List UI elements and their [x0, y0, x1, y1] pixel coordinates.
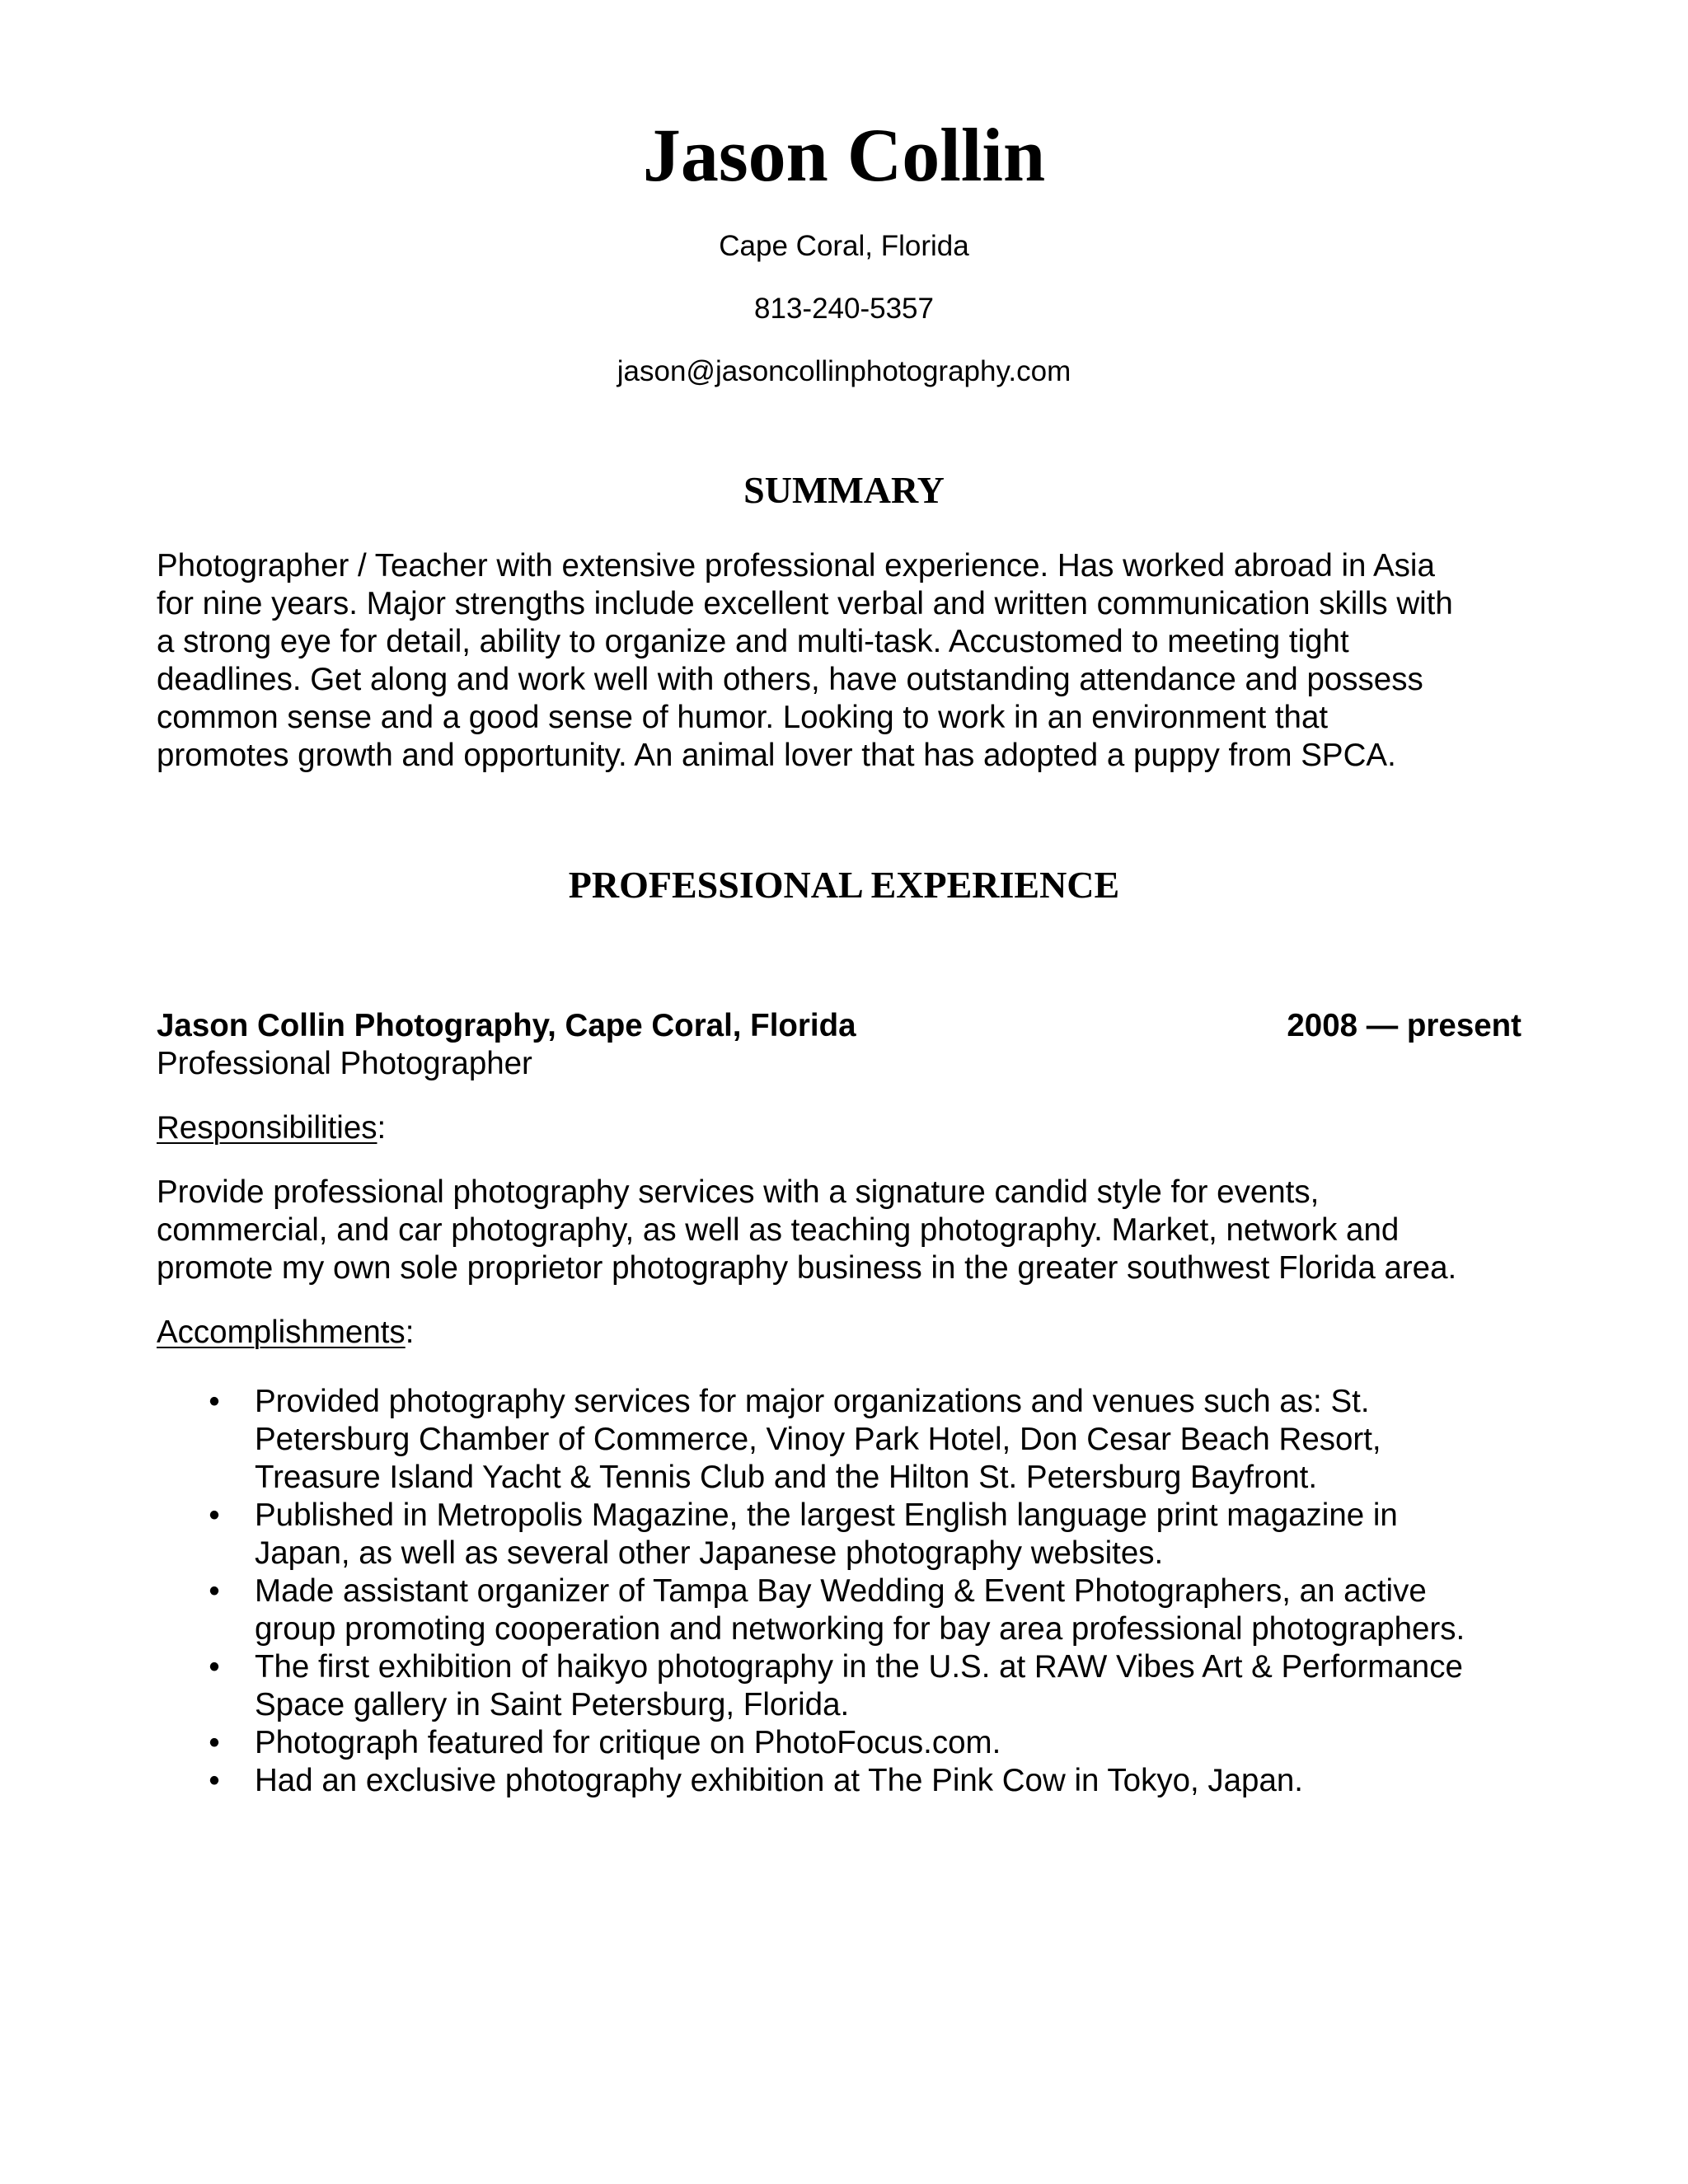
accomplishment-item — [0, 1648, 1688, 1724]
accomplishments-label: Accomplishments: — [157, 1315, 415, 1350]
contact-phone: 813-240-5357 — [754, 293, 934, 325]
accomplishment-item — [0, 1762, 1688, 1800]
job-title: Professional Photographer — [157, 1046, 532, 1081]
experience-heading: PROFESSIONAL EXPERIENCE — [568, 864, 1120, 906]
summary-line: a strong eye for detail, ability to organize and multi-task. Accustomed to meeting tight — [157, 624, 1349, 659]
accomplishment-line: group promoting cooperation and networking for bay area professional photographers. — [255, 1611, 1465, 1647]
accomplishments-list — [0, 1383, 1688, 1800]
accomplishment-item — [0, 1497, 1688, 1572]
summary-line: deadlines. Get along and work well with others, have outstanding attendance and possess — [157, 662, 1423, 697]
accomplishments-label-text: Accomplishments — [157, 1315, 406, 1350]
contact-email: jason@jasoncollinphotography.com — [617, 355, 1071, 387]
accomplishment-item — [0, 1383, 1688, 1497]
accomplishment-item — [0, 1724, 1688, 1762]
summary-paragraph — [157, 547, 1541, 775]
accomplishment-line: Space gallery in Saint Petersburg, Florida. — [255, 1687, 850, 1722]
accomplishment-line: Published in Metropolis Magazine, the largest English language print magazine in — [255, 1497, 1398, 1533]
accomplishment-line: Petersburg Chamber of Commerce, Vinoy Park Hotel, Don Cesar Beach Resort, — [255, 1422, 1381, 1457]
accomplishment-line: Treasure Island Yacht & Tennis Club and the Hilton St. Petersburg Bayfront. — [255, 1460, 1318, 1495]
summary-heading: SUMMARY — [743, 469, 945, 511]
responsibilities-line: Provide professional photography services with a signature candid style for events, — [157, 1174, 1320, 1210]
bullet-icon: • — [209, 1649, 220, 1685]
accomplishment-line: Provided photography services for major organizations and venues such as: St. — [255, 1384, 1370, 1419]
contact-location: Cape Coral, Florida — [719, 230, 969, 262]
job-dates: 2008 — present — [1287, 1008, 1522, 1043]
bullet-icon: • — [209, 1725, 220, 1760]
summary-line: for nine years. Major strengths include excellent verbal and written communication skills with — [157, 586, 1453, 621]
responsibilities-line: commercial, and car photography, as well as teaching photography. Market, network and — [157, 1212, 1400, 1248]
responsibilities-paragraph — [157, 1174, 1541, 1287]
accomplishment-item — [0, 1572, 1688, 1648]
summary-line: Photographer / Teacher with extensive professional experience. Has worked abroad in Asia — [157, 548, 1435, 583]
accomplishment-line: The first exhibition of haikyo photography in the U.S. at RAW Vibes Art & Performance — [255, 1649, 1463, 1685]
responsibilities-line: promote my own sole proprietor photography business in the greater southwest Florida area. — [157, 1250, 1457, 1286]
bullet-icon: • — [209, 1384, 220, 1419]
responsibilities-label-text: Responsibilities — [157, 1110, 377, 1146]
bullet-icon: • — [209, 1497, 220, 1533]
accomplishment-line: Photograph featured for critique on PhotoFocus.com. — [255, 1725, 1001, 1760]
summary-line: common sense and a good sense of humor. Looking to work in an environment that — [157, 700, 1329, 735]
accomplishment-line: Japan, as well as several other Japanese photography websites. — [255, 1535, 1164, 1571]
accomplishment-line: Had an exclusive photography exhibition at The Pink Cow in Tokyo, Japan. — [255, 1763, 1303, 1798]
bullet-icon: • — [209, 1763, 220, 1798]
resume-name: Jason Collin — [642, 113, 1046, 197]
responsibilities-label: Responsibilities: — [157, 1110, 387, 1146]
accomplishment-line: Made assistant organizer of Tampa Bay Wedding & Event Photographers, an active — [255, 1573, 1427, 1609]
bullet-icon: • — [209, 1573, 220, 1609]
job-company: Jason Collin Photography, Cape Coral, Florida — [157, 1008, 856, 1043]
summary-line: promotes growth and opportunity. An animal lover that has adopted a puppy from SPCA. — [157, 738, 1396, 773]
